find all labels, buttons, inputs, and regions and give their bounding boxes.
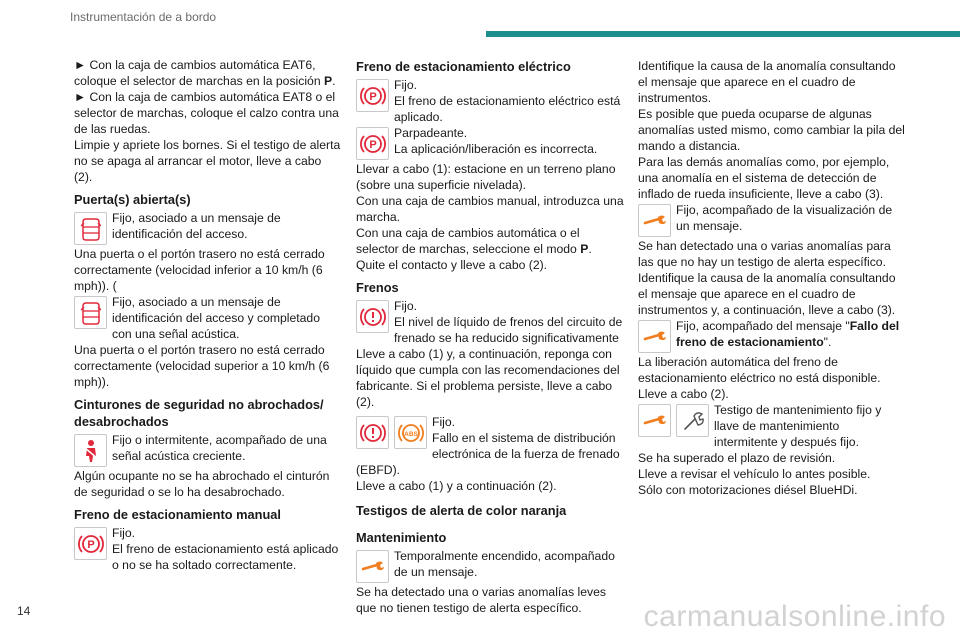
abs-icon [394,416,427,449]
wrench-text-1a: Se han detectado una o varias anomalías para las que no hay un testigo de alerta específico. [638,239,891,269]
wrench-entry-2: Fijo, acompañado del mensaje "Fallo del freno de estacionamiento". [638,318,906,354]
ebfd-text-2: Lleve a cabo (1) y a continuación (2). [356,479,557,493]
epb-text-4: Con una caja de cambios automática o el selector de marchas, seleccione el modo P. [356,226,592,256]
svg-text:P: P [368,138,377,151]
ebfd-entry: ABS Fijo. Fallo en el sistema de distribución electrónica de la fuerza de frenado (EBFD). [356,415,620,477]
col3-text-2: Es posible que pueda ocuparse de algunas anomalías usted mismo, como cambiar la pila del mando a distancia. [638,107,905,153]
wrench-text-3c: Sólo con motorizaciones diésel BlueHDi. [638,483,858,497]
col3-text-1: Identifique la causa de la anomalía consultando el mensaje que aparece en el cuadro de instrumentos. [638,59,896,105]
parking-brake-icon [74,527,107,560]
seatbelt-icon [74,434,107,467]
maint-text: Se ha detectado una o varias anomalías leves que no tienen testigo de alerta específico. [356,585,607,615]
parking-brake-icon [356,127,389,160]
belts-title: Cinturones de seguridad no abrochados/ desabrochados [74,397,324,429]
intro-eat8: ► Con la caja de cambios automática EAT8 o el selector de marchas, coloque el calzo contra una de las ruedas. [74,90,339,136]
epb-title: Freno de estacionamiento eléctrico [356,59,571,74]
header-accent-bar [486,31,960,37]
doors-text-2: Una puerta o el portón trasero no está cerrado correctamente (velocidad superior a 10 km/h (6 mph)). [74,343,330,389]
column-3 [638,58,906,498]
doors-text-1: Una puerta o el portón trasero no está cerrado correctamente (velocidad inferior a 10 km/h (6 mph)). ( [74,247,325,293]
epb-entry-2: P Parpadeante. La aplicación/liberación es incorrecta. [356,125,624,161]
intro-eat6: ► Con la caja de cambios automática EAT6, coloque el selector de marchas en la posición P. [74,58,336,88]
maint-title: Mantenimiento [356,530,447,545]
wrench-icon [638,320,671,353]
header-title: Instrumentación de a bordo [70,10,217,24]
watermark: carmanualsonline.info [643,600,946,633]
column-2 [356,58,624,616]
intro-battery: Limpie y apriete los bornes. Si el testigo de alerta no se apaga al arrancar el motor, lleve a cabo (2). [74,138,341,184]
doors-title: Puerta(s) abierta(s) [74,192,191,207]
svg-text:ABS: ABS [403,430,418,438]
brake-fluid-icon [356,416,389,449]
column-1 [74,57,342,573]
wrench-icon [638,404,671,437]
wrench-icon [638,204,671,237]
brakes-text-2: Lleve a cabo (1) y, a continuación, reponga con líquido que cumpla con las recomendaciones del fabricante. Si el problema persiste, lleve a cabo (2). [356,347,620,409]
service-key-icon [676,404,709,437]
epb-entry-1: P Fijo. El freno de estacionamiento eléctrico está aplicado. [356,77,624,125]
wrench-entry-3: Testigo de mantenimiento fijo y llave de mantenimiento intermitente y después fijo. [638,402,906,450]
maint-entry: Temporalmente encendido, acompañado de un mensaje. [356,548,624,584]
manual-brake-title: Freno de estacionamiento manual [74,507,281,522]
manual-brake-entry: P Fijo. El freno de estacionamiento está aplicado o no se ha soltado correctamente. [74,525,342,573]
brakes-title: Frenos [356,280,399,295]
belts-entry: Fijo o intermitente, acompañado de una señal acústica creciente. [74,432,342,468]
wrench-icon [356,550,389,583]
page-number: 14 [17,604,31,618]
doors-entry-2: Fijo, asociado a un mensaje de identificación del acceso y completado con una señal acústica. [74,294,342,342]
svg-text:P: P [368,90,377,103]
wrench-text-2b: Lleve a cabo (2). [638,387,729,401]
epb-text-3: Con una caja de cambios manual, introduzca una marcha. [356,194,624,224]
parking-brake-icon [356,79,389,112]
svg-text:P: P [86,538,95,551]
orange-title: Testigos de alerta de color naranja [356,503,567,518]
col3-text-3: Para las demás anomalías como, por ejemplo, una anomalía en el sistema de detección de inflado de rueda insuficiente, lleve a cabo (3). [638,155,890,201]
wrench-text-3b: Lleve a revisar el vehículo lo antes posible. [638,467,871,481]
wrench-text-3a: Se ha superado el plazo de revisión. [638,451,836,465]
epb-text-2: Llevar a cabo (1): estacione en un terreno plano (sobre una superficie nivelada). [356,162,616,192]
brakes-entry: Fijo. El nivel de líquido de frenos del circuito de frenado se ha reducido significativamente [356,298,624,346]
wrench-entry-1: Fijo, acompañado de la visualización de un mensaje. [638,202,906,238]
belts-text: Algún ocupante no se ha abrochado el cinturón de seguridad o se lo ha desabrochado. [74,469,330,499]
door-open-icon [74,296,107,329]
doors-entry-1: Fijo, asociado a un mensaje de identificación del acceso. [74,210,342,246]
wrench-text-2a: La liberación automática del freno de estacionamiento eléctrico no está disponible. [638,355,881,385]
wrench-text-1b: Identifique la causa de la anomalía consultando el mensaje que aparece en el cuadro de instrumentos y, a continuación, lleve a cabo (3). [638,271,896,317]
epb-text-5: Quite el contacto y lleve a cabo (2). [356,258,548,272]
brake-fluid-icon [356,300,389,333]
door-open-icon [74,212,107,245]
